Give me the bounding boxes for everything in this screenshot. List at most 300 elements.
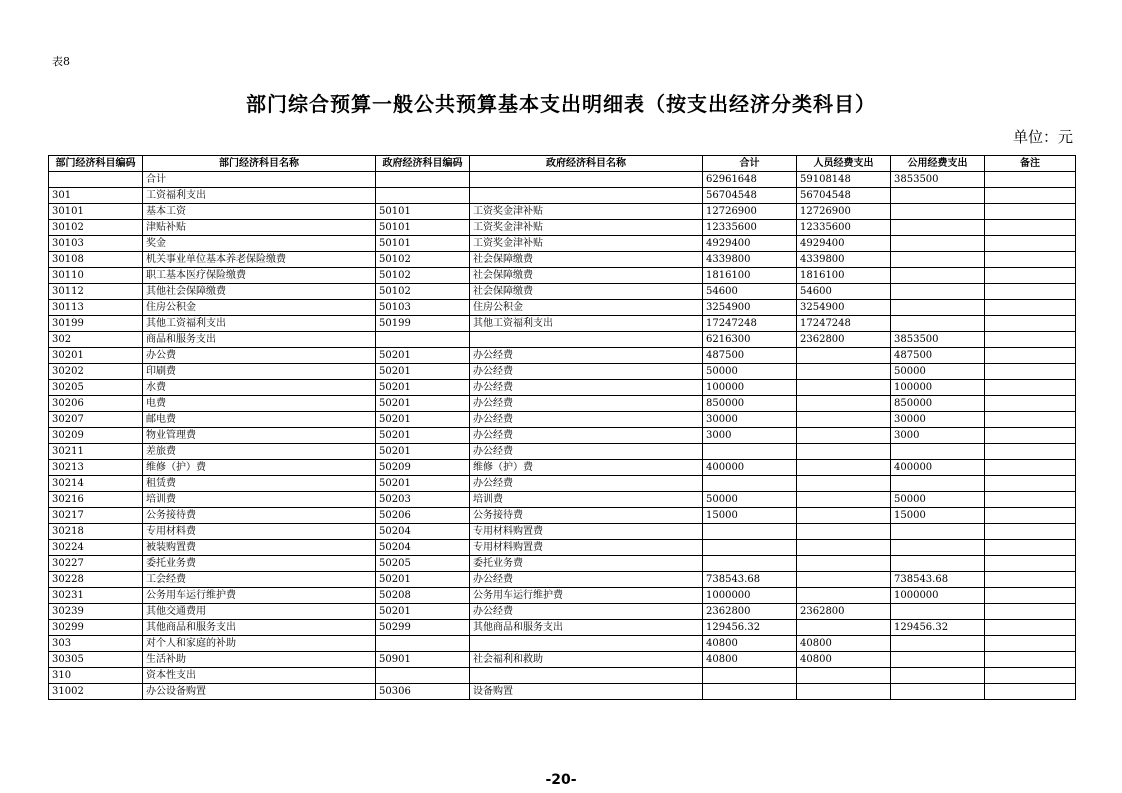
cell-gov-name: 办公经费 [470, 412, 703, 428]
cell-gov-name: 办公经费 [470, 348, 703, 364]
cell-gov-name: 公务用车运行维护费 [470, 588, 703, 604]
cell-personnel [797, 588, 891, 604]
cell-personnel: 40800 [797, 636, 891, 652]
cell-note [985, 348, 1076, 364]
cell-gov-code: 50201 [376, 428, 470, 444]
cell-public [891, 668, 985, 684]
cell-gov-name: 维修（护）费 [470, 460, 703, 476]
cell-total: 1000000 [703, 588, 797, 604]
table-row [49, 236, 1076, 252]
cell-personnel [797, 476, 891, 492]
cell-personnel [797, 540, 891, 556]
cell-gov-code [376, 332, 470, 348]
table-row [49, 316, 1076, 332]
cell-note [985, 300, 1076, 316]
cell-dept-name: 邮电费 [143, 412, 376, 428]
cell-personnel: 40800 [797, 652, 891, 668]
table-row [49, 508, 1076, 524]
cell-personnel: 59108148 [797, 172, 891, 188]
cell-note [985, 604, 1076, 620]
cell-gov-name: 其他商品和服务支出 [470, 620, 703, 636]
cell-dept-code: 302 [49, 332, 143, 348]
cell-total [703, 540, 797, 556]
cell-personnel [797, 364, 891, 380]
cell-dept-name: 委托业务费 [143, 556, 376, 572]
cell-gov-code: 50199 [376, 316, 470, 332]
cell-dept-name: 基本工资 [143, 204, 376, 220]
cell-gov-name: 办公经费 [470, 396, 703, 412]
cell-public: 3853500 [891, 172, 985, 188]
cell-total: 50000 [703, 492, 797, 508]
cell-note [985, 236, 1076, 252]
cell-total: 100000 [703, 380, 797, 396]
cell-total: 12335600 [703, 220, 797, 236]
cell-gov-code: 50201 [376, 348, 470, 364]
cell-dept-name: 公务接待费 [143, 508, 376, 524]
header-dept-name: 部门经济科目名称 [143, 156, 376, 172]
cell-note [985, 460, 1076, 476]
cell-gov-name: 办公经费 [470, 604, 703, 620]
cell-total: 50000 [703, 364, 797, 380]
cell-gov-name: 社会保障缴费 [470, 252, 703, 268]
cell-dept-code: 30224 [49, 540, 143, 556]
cell-gov-code: 50102 [376, 284, 470, 300]
cell-dept-code: 30239 [49, 604, 143, 620]
cell-gov-name: 工资奖金津补贴 [470, 220, 703, 236]
cell-note [985, 652, 1076, 668]
cell-dept-code: 30231 [49, 588, 143, 604]
cell-personnel [797, 412, 891, 428]
cell-public [891, 316, 985, 332]
cell-gov-code: 50102 [376, 268, 470, 284]
cell-gov-name: 办公经费 [470, 364, 703, 380]
cell-dept-code: 30217 [49, 508, 143, 524]
cell-note [985, 572, 1076, 588]
cell-dept-name: 电费 [143, 396, 376, 412]
cell-total: 2362800 [703, 604, 797, 620]
cell-dept-name: 被装购置费 [143, 540, 376, 556]
cell-dept-name: 其他工资福利支出 [143, 316, 376, 332]
cell-public: 100000 [891, 380, 985, 396]
cell-gov-code: 50101 [376, 204, 470, 220]
cell-gov-code: 50201 [376, 604, 470, 620]
cell-public: 3000 [891, 428, 985, 444]
table-row [49, 556, 1076, 572]
cell-dept-code: 30102 [49, 220, 143, 236]
header-personnel: 人员经费支出 [797, 156, 891, 172]
cell-gov-name: 专用材料购置费 [470, 540, 703, 556]
cell-total: 850000 [703, 396, 797, 412]
cell-dept-name: 差旅费 [143, 444, 376, 460]
cell-gov-code: 50209 [376, 460, 470, 476]
cell-note [985, 556, 1076, 572]
cell-public [891, 684, 985, 700]
cell-note [985, 380, 1076, 396]
cell-dept-code: 30205 [49, 380, 143, 396]
page-title: 部门综合预算一般公共预算基本支出明细表（按支出经济分类科目） [246, 92, 876, 116]
cell-dept-name: 合计 [143, 172, 376, 188]
cell-public [891, 268, 985, 284]
cell-dept-code: 30112 [49, 284, 143, 300]
table-row [49, 396, 1076, 412]
table-row [49, 636, 1076, 652]
cell-public [891, 284, 985, 300]
cell-gov-name: 办公经费 [470, 476, 703, 492]
cell-public [891, 236, 985, 252]
cell-note [985, 444, 1076, 460]
cell-total: 4339800 [703, 252, 797, 268]
cell-public: 400000 [891, 460, 985, 476]
cell-dept-code: 30209 [49, 428, 143, 444]
table-row [49, 444, 1076, 460]
cell-dept-code: 30227 [49, 556, 143, 572]
table-row [49, 524, 1076, 540]
cell-note [985, 508, 1076, 524]
cell-dept-code: 310 [49, 668, 143, 684]
cell-public [891, 300, 985, 316]
cell-public [891, 204, 985, 220]
cell-public: 50000 [891, 492, 985, 508]
cell-note [985, 412, 1076, 428]
cell-gov-name: 社会福利和救助 [470, 652, 703, 668]
cell-note [985, 540, 1076, 556]
cell-personnel [797, 444, 891, 460]
header-note: 备注 [985, 156, 1076, 172]
cell-public [891, 188, 985, 204]
cell-personnel: 17247248 [797, 316, 891, 332]
cell-public [891, 444, 985, 460]
cell-note [985, 524, 1076, 540]
cell-total [703, 684, 797, 700]
cell-gov-name: 公务接待费 [470, 508, 703, 524]
cell-public: 1000000 [891, 588, 985, 604]
cell-public: 3853500 [891, 332, 985, 348]
cell-personnel: 2362800 [797, 332, 891, 348]
cell-dept-name: 商品和服务支出 [143, 332, 376, 348]
header-gov-name: 政府经济科目名称 [470, 156, 703, 172]
table-row [49, 364, 1076, 380]
cell-total: 738543.68 [703, 572, 797, 588]
cell-personnel: 56704548 [797, 188, 891, 204]
cell-total: 6216300 [703, 332, 797, 348]
cell-personnel: 4929400 [797, 236, 891, 252]
cell-dept-code: 30211 [49, 444, 143, 460]
cell-public: 850000 [891, 396, 985, 412]
table-row [49, 572, 1076, 588]
cell-gov-code: 50101 [376, 220, 470, 236]
cell-gov-code: 50201 [376, 412, 470, 428]
cell-total: 129456.32 [703, 620, 797, 636]
cell-dept-name: 机关事业单位基本养老保险缴费 [143, 252, 376, 268]
cell-dept-name: 物业管理费 [143, 428, 376, 444]
cell-dept-code: 30103 [49, 236, 143, 252]
cell-total: 487500 [703, 348, 797, 364]
cell-personnel: 54600 [797, 284, 891, 300]
cell-personnel [797, 428, 891, 444]
cell-personnel [797, 380, 891, 396]
cell-public: 15000 [891, 508, 985, 524]
cell-note [985, 316, 1076, 332]
cell-dept-code: 30101 [49, 204, 143, 220]
cell-personnel: 4339800 [797, 252, 891, 268]
cell-note [985, 636, 1076, 652]
cell-gov-name: 委托业务费 [470, 556, 703, 572]
table-row [49, 220, 1076, 236]
cell-dept-code: 30228 [49, 572, 143, 588]
cell-personnel [797, 572, 891, 588]
cell-gov-code: 50204 [376, 540, 470, 556]
cell-gov-code: 50201 [376, 572, 470, 588]
cell-gov-name [470, 172, 703, 188]
cell-gov-code: 50901 [376, 652, 470, 668]
cell-note [985, 364, 1076, 380]
cell-public [891, 476, 985, 492]
table-row [49, 684, 1076, 700]
cell-dept-name: 办公设备购置 [143, 684, 376, 700]
cell-gov-code: 50206 [376, 508, 470, 524]
cell-total [703, 444, 797, 460]
cell-gov-code [376, 188, 470, 204]
cell-gov-code: 50205 [376, 556, 470, 572]
cell-note [985, 620, 1076, 636]
cell-gov-name [470, 636, 703, 652]
cell-dept-name: 专用材料费 [143, 524, 376, 540]
cell-dept-name: 住房公积金 [143, 300, 376, 316]
cell-gov-code: 50204 [376, 524, 470, 540]
cell-dept-name: 资本性支出 [143, 668, 376, 684]
cell-note [985, 220, 1076, 236]
cell-personnel [797, 620, 891, 636]
cell-total: 3000 [703, 428, 797, 444]
cell-public [891, 540, 985, 556]
table-row [49, 652, 1076, 668]
cell-total: 1816100 [703, 268, 797, 284]
cell-dept-name: 租赁费 [143, 476, 376, 492]
table-row [49, 380, 1076, 396]
cell-dept-name: 办公费 [143, 348, 376, 364]
cell-total: 56704548 [703, 188, 797, 204]
table-row [49, 428, 1076, 444]
table-row [49, 620, 1076, 636]
cell-personnel: 12335600 [797, 220, 891, 236]
table-row [49, 668, 1076, 684]
cell-dept-code [49, 172, 143, 188]
cell-dept-name: 工会经费 [143, 572, 376, 588]
cell-dept-name: 培训费 [143, 492, 376, 508]
cell-personnel [797, 396, 891, 412]
table-row [49, 540, 1076, 556]
cell-personnel [797, 492, 891, 508]
cell-dept-code: 30305 [49, 652, 143, 668]
cell-gov-name: 工资奖金津补贴 [470, 236, 703, 252]
cell-gov-name: 其他工资福利支出 [470, 316, 703, 332]
cell-total: 40800 [703, 652, 797, 668]
cell-total: 4929400 [703, 236, 797, 252]
cell-note [985, 476, 1076, 492]
cell-public [891, 524, 985, 540]
cell-personnel [797, 684, 891, 700]
cell-note [985, 668, 1076, 684]
table-row [49, 300, 1076, 316]
cell-public [891, 252, 985, 268]
cell-personnel [797, 348, 891, 364]
cell-public: 487500 [891, 348, 985, 364]
cell-gov-code [376, 172, 470, 188]
cell-dept-name: 生活补助 [143, 652, 376, 668]
cell-gov-name [470, 668, 703, 684]
cell-dept-code: 30202 [49, 364, 143, 380]
cell-total [703, 668, 797, 684]
table-row [49, 332, 1076, 348]
cell-dept-name: 津贴补贴 [143, 220, 376, 236]
cell-gov-code: 50201 [376, 396, 470, 412]
cell-public [891, 220, 985, 236]
cell-gov-code [376, 668, 470, 684]
table-row [49, 492, 1076, 508]
cell-public [891, 652, 985, 668]
cell-total: 15000 [703, 508, 797, 524]
cell-gov-name: 设备购置 [470, 684, 703, 700]
cell-dept-code: 301 [49, 188, 143, 204]
cell-total [703, 556, 797, 572]
table-row [49, 476, 1076, 492]
header-dept-code: 部门经济科目编码 [49, 156, 143, 172]
header-public: 公用经费支出 [891, 156, 985, 172]
table-row [49, 460, 1076, 476]
cell-gov-code [376, 636, 470, 652]
cell-personnel: 1816100 [797, 268, 891, 284]
cell-note [985, 588, 1076, 604]
cell-dept-code: 30216 [49, 492, 143, 508]
cell-personnel: 12726900 [797, 204, 891, 220]
table-row [49, 188, 1076, 204]
cell-gov-code: 50203 [376, 492, 470, 508]
cell-note [985, 684, 1076, 700]
cell-dept-name: 其他商品和服务支出 [143, 620, 376, 636]
table-row [49, 268, 1076, 284]
cell-gov-code: 50101 [376, 236, 470, 252]
cell-gov-name: 办公经费 [470, 428, 703, 444]
cell-dept-name: 奖金 [143, 236, 376, 252]
table-row [49, 588, 1076, 604]
cell-dept-name: 对个人和家庭的补助 [143, 636, 376, 652]
cell-gov-name: 社会保障缴费 [470, 268, 703, 284]
cell-total: 62961648 [703, 172, 797, 188]
cell-dept-code: 30218 [49, 524, 143, 540]
cell-dept-name: 其他交通费用 [143, 604, 376, 620]
cell-gov-name: 办公经费 [470, 444, 703, 460]
cell-gov-name: 住房公积金 [470, 300, 703, 316]
cell-dept-name: 其他社会保障缴费 [143, 284, 376, 300]
cell-personnel [797, 556, 891, 572]
cell-gov-code: 50201 [376, 380, 470, 396]
cell-personnel [797, 460, 891, 476]
unit-label: 单位：元 [1012, 128, 1073, 146]
cell-gov-code: 50102 [376, 252, 470, 268]
cell-gov-code: 50299 [376, 620, 470, 636]
cell-dept-name: 公务用车运行维护费 [143, 588, 376, 604]
header-gov-code: 政府经济科目编码 [376, 156, 470, 172]
cell-gov-name: 社会保障缴费 [470, 284, 703, 300]
cell-dept-code: 30214 [49, 476, 143, 492]
cell-dept-code: 31002 [49, 684, 143, 700]
cell-dept-code: 30108 [49, 252, 143, 268]
cell-note [985, 204, 1076, 220]
table-row [49, 604, 1076, 620]
cell-gov-code: 50201 [376, 444, 470, 460]
cell-total [703, 476, 797, 492]
cell-dept-name: 维修（护）费 [143, 460, 376, 476]
cell-public: 738543.68 [891, 572, 985, 588]
cell-gov-code: 50103 [376, 300, 470, 316]
header-total: 合计 [703, 156, 797, 172]
cell-personnel [797, 508, 891, 524]
cell-note [985, 252, 1076, 268]
cell-gov-name [470, 332, 703, 348]
page-number: -20- [545, 772, 577, 788]
table-number: 表8 [52, 55, 70, 68]
table-row [49, 172, 1076, 188]
cell-dept-code: 30213 [49, 460, 143, 476]
cell-gov-code: 50306 [376, 684, 470, 700]
cell-personnel: 2362800 [797, 604, 891, 620]
cell-total: 30000 [703, 412, 797, 428]
cell-public [891, 556, 985, 572]
cell-dept-name: 职工基本医疗保险缴费 [143, 268, 376, 284]
cell-dept-code: 30199 [49, 316, 143, 332]
table-row [49, 204, 1076, 220]
cell-note [985, 428, 1076, 444]
cell-public: 129456.32 [891, 620, 985, 636]
cell-dept-code: 303 [49, 636, 143, 652]
cell-gov-name [470, 188, 703, 204]
cell-dept-code: 30201 [49, 348, 143, 364]
cell-dept-code: 30113 [49, 300, 143, 316]
budget-table [48, 155, 1076, 700]
cell-dept-code: 30110 [49, 268, 143, 284]
cell-note [985, 332, 1076, 348]
cell-personnel [797, 524, 891, 540]
cell-gov-name: 办公经费 [470, 380, 703, 396]
cell-total: 17247248 [703, 316, 797, 332]
cell-total: 54600 [703, 284, 797, 300]
cell-dept-code: 30299 [49, 620, 143, 636]
table-row [49, 252, 1076, 268]
cell-total: 400000 [703, 460, 797, 476]
cell-gov-name: 专用材料购置费 [470, 524, 703, 540]
cell-public [891, 636, 985, 652]
cell-public: 30000 [891, 412, 985, 428]
cell-dept-code: 30207 [49, 412, 143, 428]
cell-gov-code: 50201 [376, 364, 470, 380]
cell-note [985, 172, 1076, 188]
cell-public [891, 604, 985, 620]
cell-personnel [797, 668, 891, 684]
cell-public: 50000 [891, 364, 985, 380]
cell-personnel: 3254900 [797, 300, 891, 316]
cell-note [985, 396, 1076, 412]
cell-note [985, 188, 1076, 204]
header-row [49, 156, 1076, 172]
cell-dept-name: 工资福利支出 [143, 188, 376, 204]
cell-dept-name: 水费 [143, 380, 376, 396]
table-row [49, 348, 1076, 364]
cell-note [985, 268, 1076, 284]
cell-gov-code: 50208 [376, 588, 470, 604]
table-row [49, 412, 1076, 428]
cell-total: 40800 [703, 636, 797, 652]
table-row [49, 284, 1076, 300]
